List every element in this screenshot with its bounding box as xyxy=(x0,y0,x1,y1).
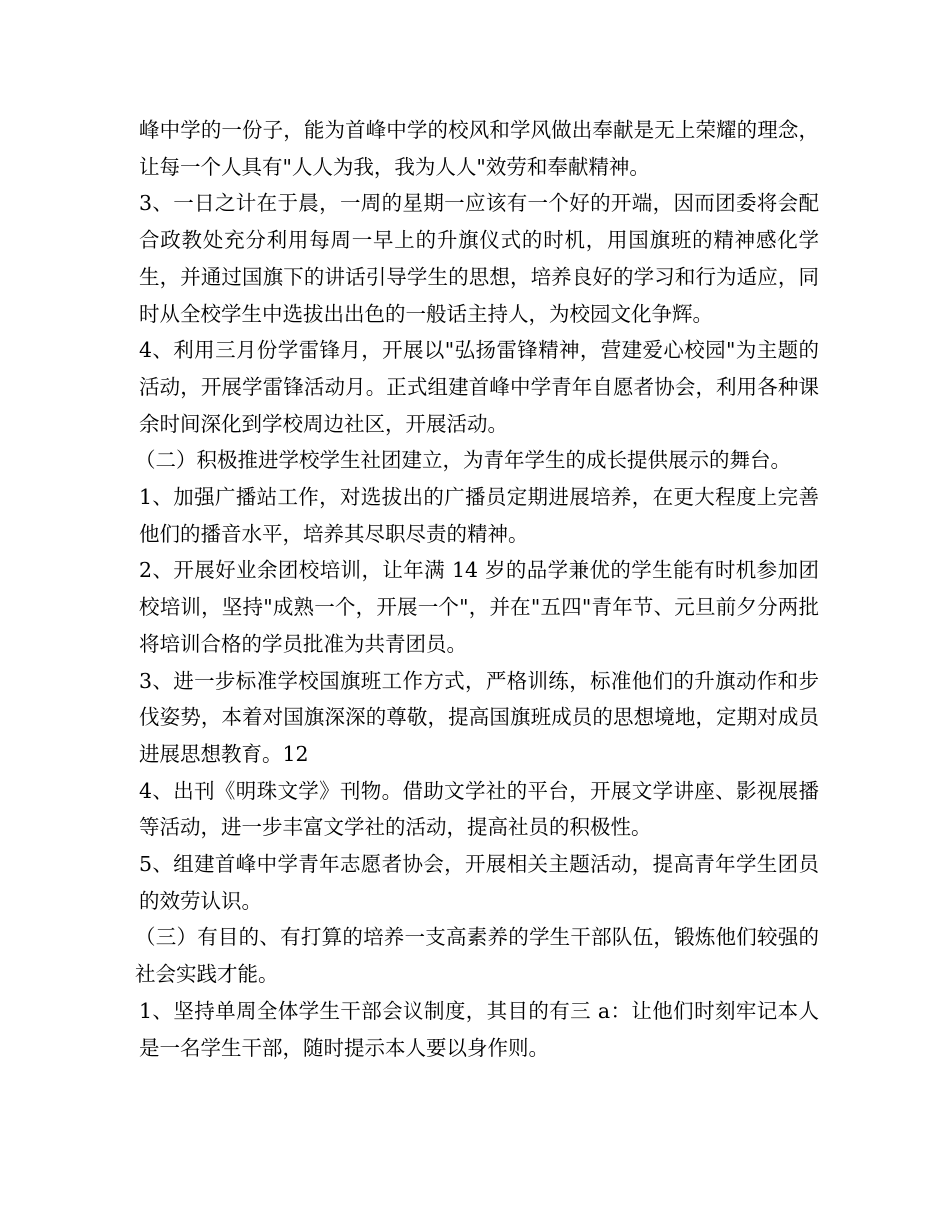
paragraph-item-5-volunteers: 5、组建首峰中学青年志愿者协会，开展相关主题活动，提高青年学生团员的效劳认识。 xyxy=(139,852,819,913)
section-heading-2: （二）积极推进学校学生社团建立，为青年学生的成长提供展示的舞台。 xyxy=(135,448,791,473)
paragraph-item-3-flag-team: 3、进一步标准学校国旗班工作方式，严格训练，标准他们的升旗动作和步伐姿势，本着对国旗深深的尊敬，提高国旗班成员的思想境地，定期对成员进展思想教育。12 xyxy=(139,668,819,766)
paragraph-item-3-flag-ceremony: 3、一日之计在于晨，一周的星期一应该有一个好的开端，因而团委将会配合政教处充分利用每周一早上的升旗仪式的时机，用国旗班的精神感化学生，并通过国旗下的讲话引导学生的思想，培养良好的学习和行为适应，同时从全校学生中选拔出出色的一般话主持人，为校园文化争辉。 xyxy=(139,191,819,326)
document-page xyxy=(135,112,819,1066)
paragraph-item-2-league-school: 2、开展好业余团校培训，让年满 14 岁的品学兼优的学生能有时机参加团校培训，坚持"成熟一个，开展一个"，并在"五四"青年节、元旦前夕分两批将培训合格的学员批准为共青团员。 xyxy=(139,558,819,656)
paragraph-continuation: 峰中学的一份子，能为首峰中学的校风和学风做出奉献是无上荣耀的理念，让每一个人具有"人人为我，我为人人"效劳和奉献精神。 xyxy=(139,118,819,179)
paragraph-item-4-literature: 4、出刊《明珠文学》刊物。借助文学社的平台，开展文学讲座、影视展播等活动，进一步丰富文学社的活动，提高社员的积极性。 xyxy=(139,778,819,840)
paragraph-item-4-lei-feng-month: 4、利用三月份学雷锋月，开展以"弘扬雷锋精神，营建爱心校园"为主题的活动，开展学雷锋活动月。正式组建首峰中学青年自愿者协会，利用各种课余时间深化到学校周边社区，开展活动。 xyxy=(139,338,819,436)
section-heading-3: （三）有目的、有打算的培养一支高素养的学生干部队伍，锻炼他们较强的社会实践才能。 xyxy=(135,925,819,987)
paragraph-item-1-broadcast: 1、加强广播站工作，对选拔出的广播员定期进展培养，在更大程度上完善他们的播音水平，培养其尽职尽责的精神。 xyxy=(139,485,819,546)
paragraph-item-1-cadre-meeting: 1、坚持单周全体学生干部会议制度，其目的有三 a：让他们时刻牢记本人是一名学生干部，随时提示本人要以身作则。 xyxy=(139,998,819,1060)
